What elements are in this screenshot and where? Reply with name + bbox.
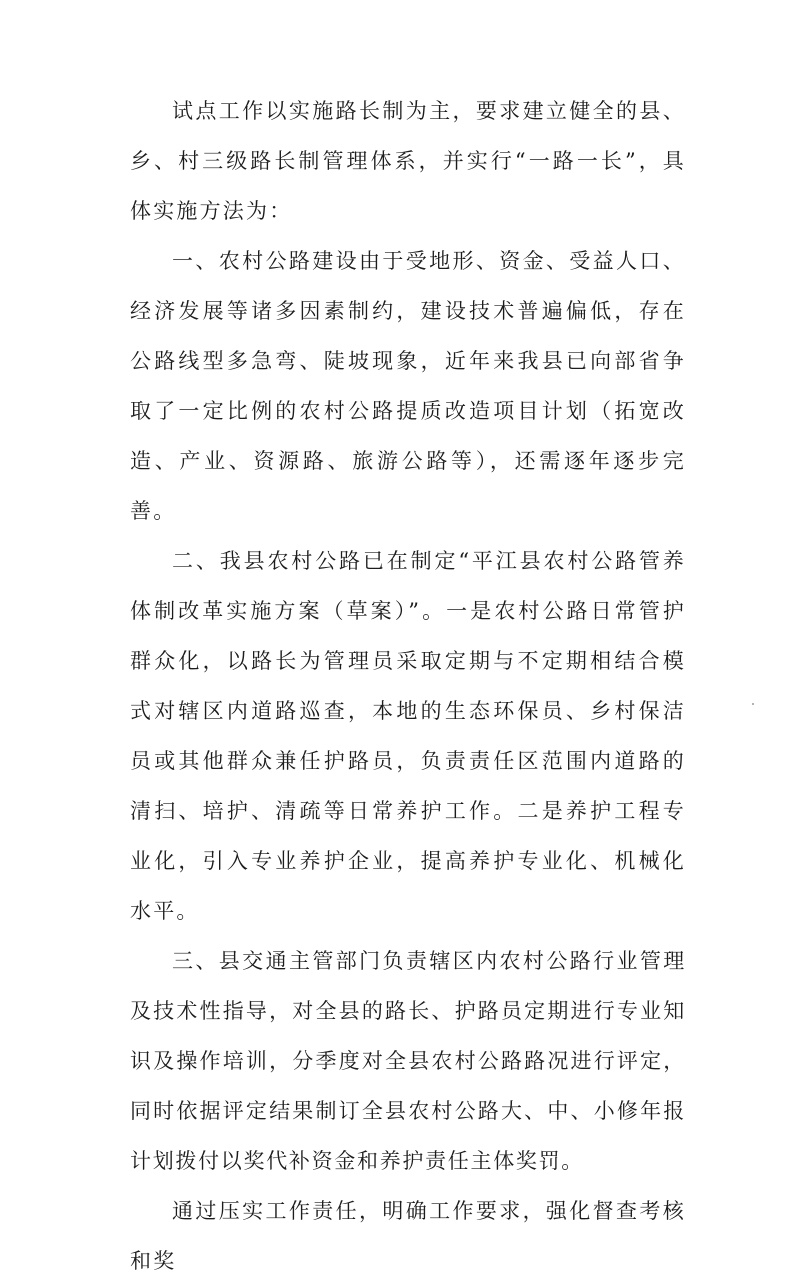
paragraph-item-two: 二、我县农村公路已在制定“平江县农村公路管养体制改革实施方案（草案）”。一是农村公路日常管护群众化，以路长为管理员采取定期与不定期相结合模式对辖区内道路巡查，本地的生态环保员、乡村保洁员或其他群众兼任护路员，负责责任区范围内道路的清扫、培护、清疏等日常养护工作。二是养护工程专业化，引入专业养护企业，提高养护专业化、机械化水平。	[130, 549, 686, 923]
paragraph-intro: 试点工作以实施路长制为主，要求建立健全的县、乡、村三级路长制管理体系，并实行“一路一长”，具体实施方法为：	[130, 99, 686, 223]
paragraph-item-one: 一、农村公路建设由于受地形、资金、受益人口、经济发展等诸多因素制约，建设技术普遍偏低，存在公路线型多急弯、陡坡现象，近年来我县已向部省争取了一定比例的农村公路提质改造项目计划（拓宽改造、产业、资源路、旅游公路等），还需逐年逐步完善。	[130, 249, 686, 523]
document-body	[130, 86, 686, 1286]
paragraph-item-three: 三、县交通主管部门负责辖区内农村公路行业管理及技术性指导，对全县的路长、护路员定期进行专业知识及操作培训，分季度对全县农村公路路况进行评定，同时依据评定结果制订全县农村公路大、中、小修年报计划拨付以奖代补资金和养护责任主体奖罚。	[130, 949, 686, 1173]
scan-speck	[752, 703, 754, 705]
paragraph-conclusion: 通过压实工作责任，明确工作要求，强化督查考核和奖	[130, 1199, 686, 1273]
